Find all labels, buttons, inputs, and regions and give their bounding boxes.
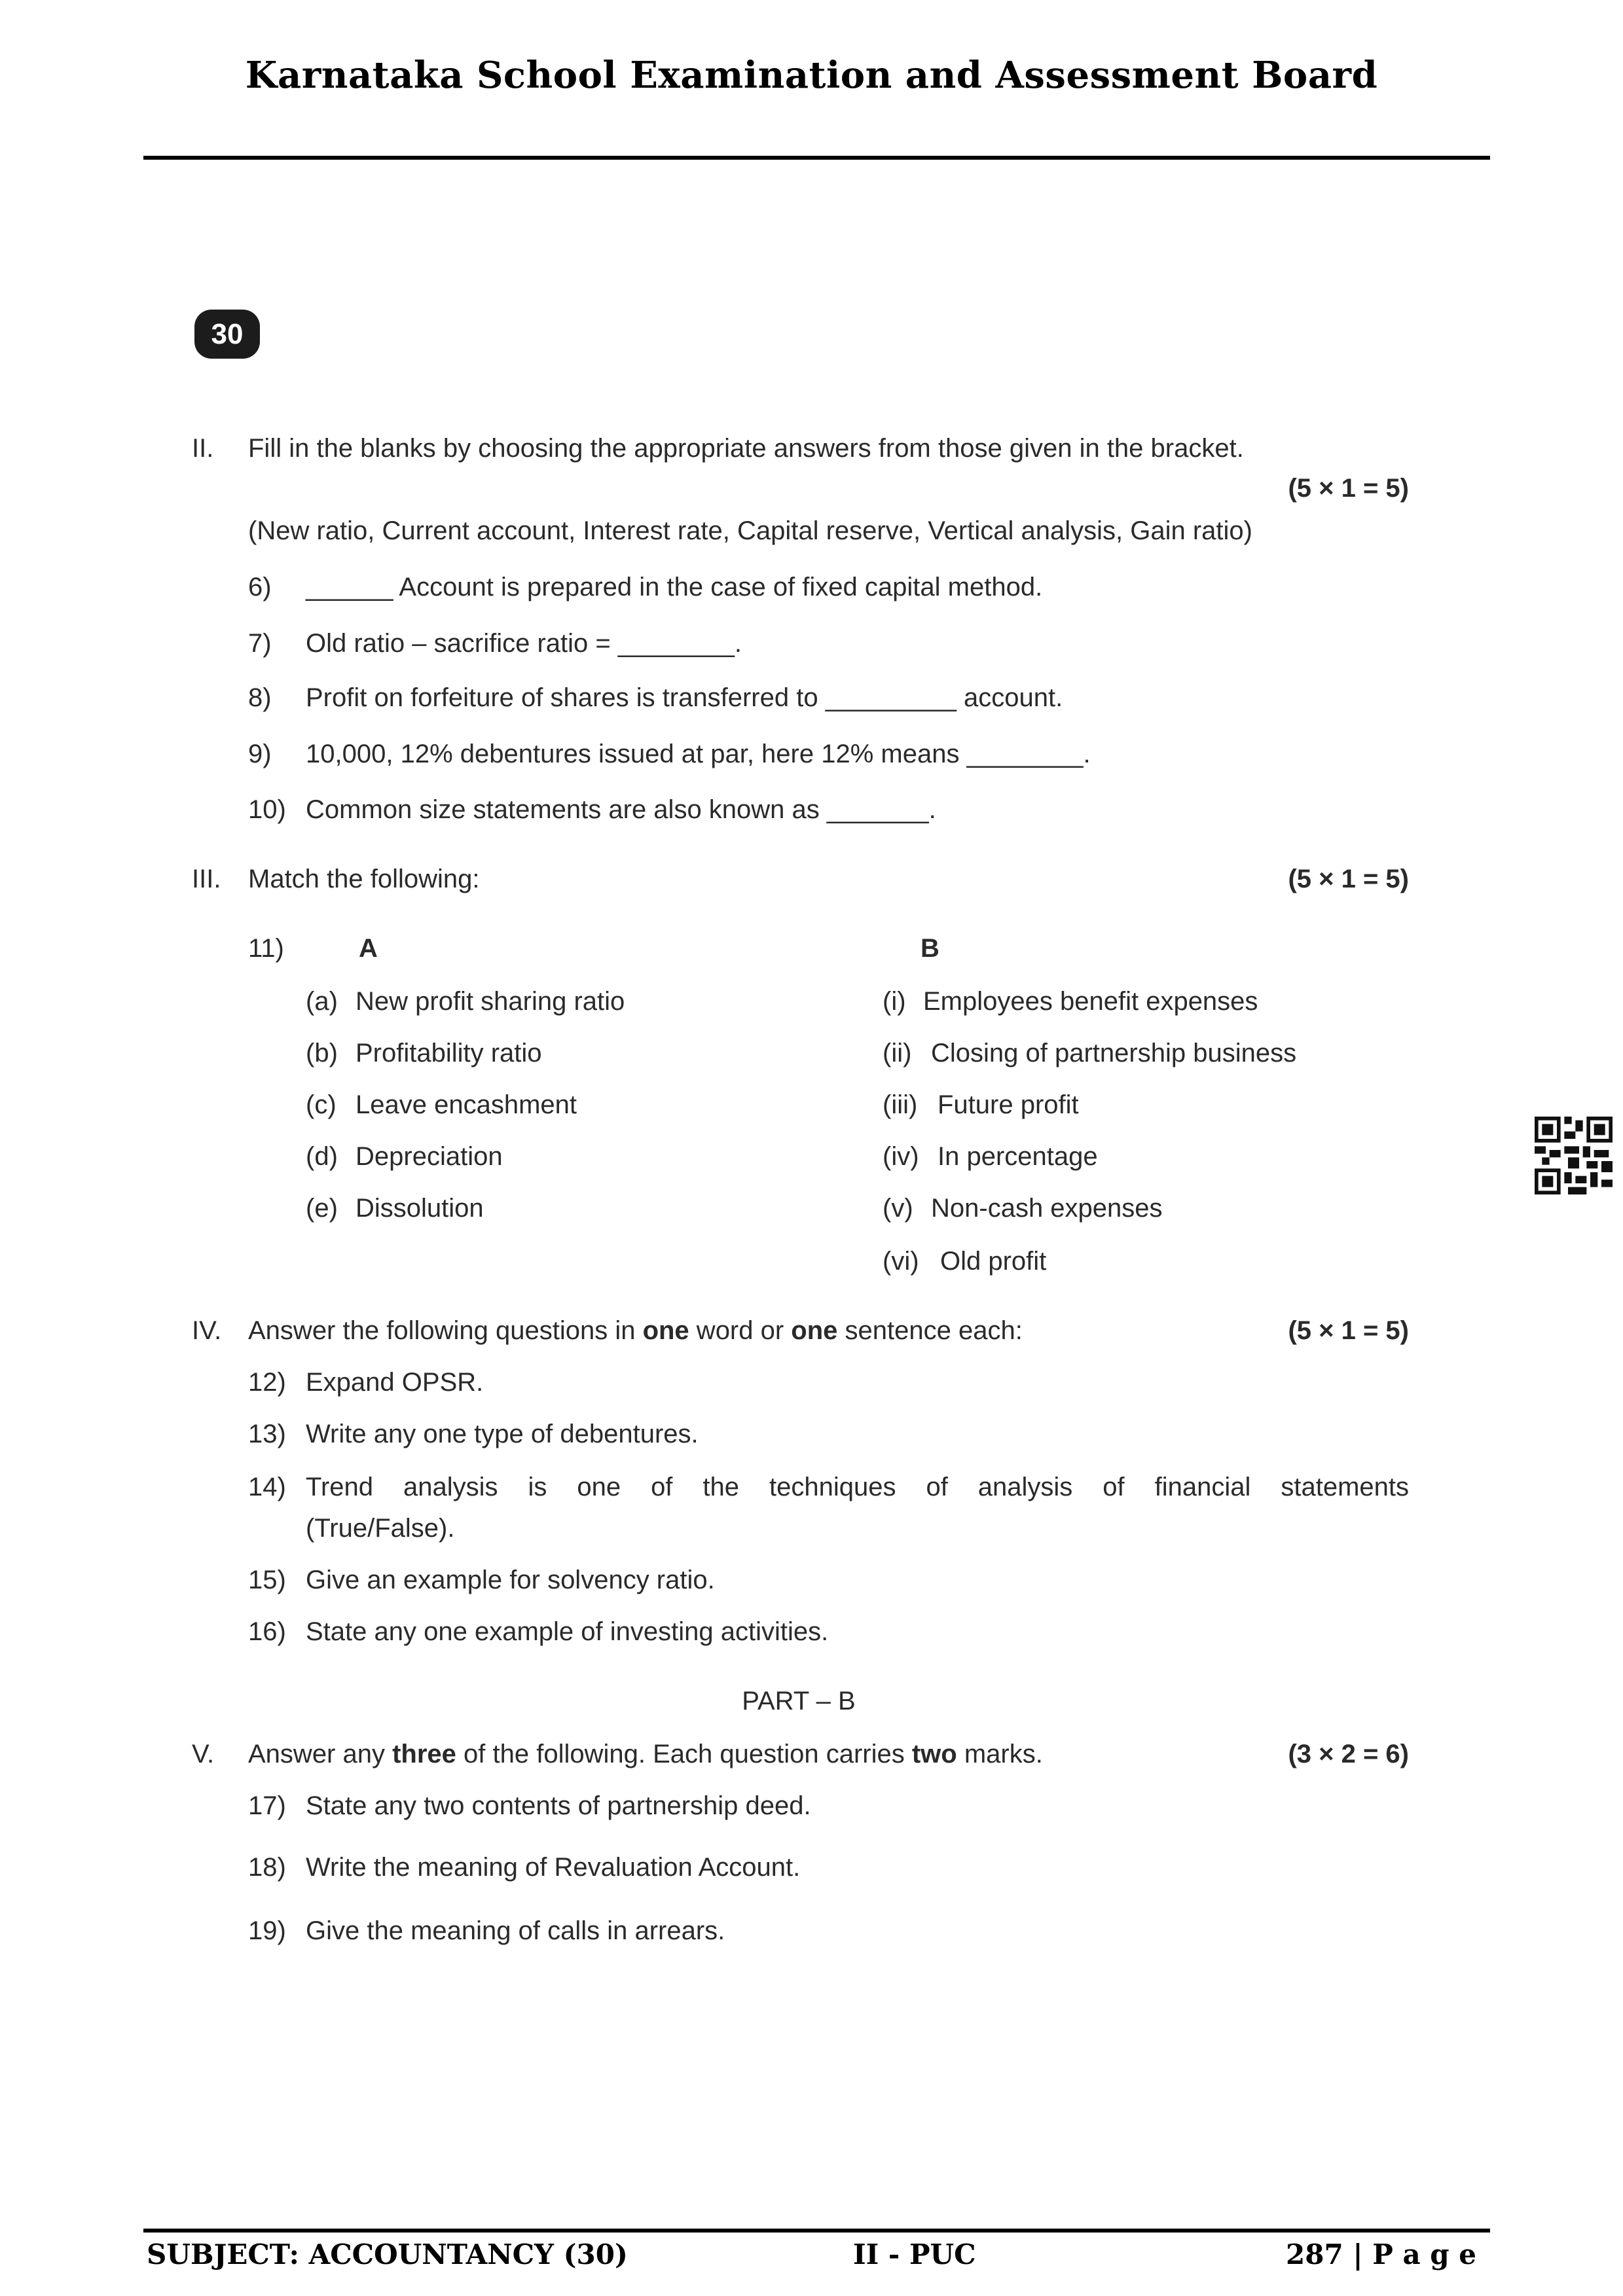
question-number: 8) bbox=[248, 683, 272, 712]
section-number: V. bbox=[192, 1740, 215, 1768]
match-b-item: Old profit bbox=[940, 1247, 1047, 1276]
question-text: Expand OPSR. bbox=[306, 1368, 484, 1397]
board-title: Karnataka School Examination and Assessment Board bbox=[245, 54, 1378, 97]
match-b-key: (i) bbox=[883, 987, 906, 1016]
title-emphasis: two bbox=[911, 1740, 957, 1768]
match-a-key: (a) bbox=[306, 987, 338, 1016]
question-text: Write any one type of debentures. bbox=[306, 1420, 699, 1448]
question-number: 19) bbox=[248, 1916, 286, 1945]
title-part: Answer the following questions in bbox=[248, 1316, 643, 1345]
footer-rule bbox=[143, 2229, 1490, 2233]
question-number: 12) bbox=[248, 1368, 286, 1397]
question-number: 9) bbox=[248, 740, 272, 768]
question-text: State any two contents of partnership deed. bbox=[306, 1791, 811, 1820]
question-text-continued: (True/False). bbox=[306, 1514, 455, 1543]
match-a-key: (e) bbox=[306, 1194, 338, 1223]
part-heading: PART – B bbox=[742, 1687, 856, 1715]
title-part: of the following. Each question carries bbox=[456, 1740, 912, 1768]
section-marks: (5 × 1 = 5) bbox=[1288, 865, 1409, 893]
match-a-item: Leave encashment bbox=[356, 1090, 577, 1119]
question-number: 10) bbox=[248, 795, 286, 824]
qr-code bbox=[1535, 1117, 1613, 1194]
match-a-item: Dissolution bbox=[356, 1194, 484, 1223]
question-number: 7) bbox=[248, 629, 272, 658]
match-b-key: (ii) bbox=[883, 1039, 912, 1067]
subject-code-badge: 30 bbox=[194, 310, 260, 359]
match-a-item: Profitability ratio bbox=[356, 1039, 542, 1067]
match-a-key: (d) bbox=[306, 1142, 338, 1171]
question-text: Give the meaning of calls in arrears. bbox=[306, 1916, 725, 1945]
question-text: Old ratio – sacrifice ratio = ________. bbox=[306, 629, 742, 658]
title-emphasis: one bbox=[791, 1316, 838, 1345]
question-number: 17) bbox=[248, 1791, 286, 1820]
question-text: Give an example for solvency ratio. bbox=[306, 1566, 715, 1594]
question-text: Write the meaning of Revaluation Account. bbox=[306, 1853, 801, 1882]
question-text: ______ Account is prepared in the case of fixed capital method. bbox=[306, 573, 1043, 601]
match-b-item: Future profit bbox=[938, 1090, 1079, 1119]
section-number: III. bbox=[192, 865, 221, 893]
question-text: 10,000, 12% debentures issued at par, here 12% means ________. bbox=[306, 740, 1091, 768]
question-text: State any one example of investing activities. bbox=[306, 1617, 829, 1646]
match-a-item: Depreciation bbox=[356, 1142, 503, 1171]
column-b-heading: B bbox=[921, 934, 939, 963]
match-a-key: (b) bbox=[306, 1039, 338, 1067]
section-title: Fill in the blanks by choosing the appropriate answers from those given in the bracket. bbox=[248, 434, 1244, 463]
question-number: 6) bbox=[248, 573, 272, 601]
section-title: Match the following: bbox=[248, 865, 480, 893]
footer-subject: SUBJECT: ACCOUNTANCY (30) bbox=[147, 2238, 628, 2270]
section-title bbox=[248, 1738, 1043, 1770]
match-b-item: Closing of partnership business bbox=[931, 1039, 1297, 1067]
match-b-item: Employees benefit expenses bbox=[923, 987, 1258, 1016]
question-number: 13) bbox=[248, 1420, 286, 1448]
section-number: II. bbox=[192, 434, 214, 463]
match-a-item: New profit sharing ratio bbox=[356, 987, 625, 1016]
answer-options: (New ratio, Current account, Interest rate, Capital reserve, Vertical analysis, Gain ratio) bbox=[248, 516, 1252, 545]
question-text: Common size statements are also known as _______. bbox=[306, 795, 936, 824]
title-part: word or bbox=[689, 1316, 792, 1345]
question-number: 18) bbox=[248, 1853, 286, 1882]
title-emphasis: one bbox=[642, 1316, 689, 1345]
match-b-item: In percentage bbox=[938, 1142, 1098, 1171]
match-b-key: (iv) bbox=[883, 1142, 919, 1171]
footer-page-number: 287 | P a g e bbox=[1286, 2238, 1476, 2270]
match-b-key: (v) bbox=[883, 1194, 913, 1223]
column-a-heading: A bbox=[359, 934, 378, 963]
question-text: Trend analysis is one of the techniques of analysis of financial statements bbox=[306, 1473, 1409, 1501]
question-number: 11) bbox=[248, 934, 284, 963]
section-marks: (5 × 1 = 5) bbox=[1288, 1316, 1409, 1345]
section-title bbox=[248, 1314, 1023, 1347]
footer-class: II - PUC bbox=[853, 2238, 976, 2270]
section-number: IV. bbox=[192, 1316, 222, 1345]
match-b-key: (iii) bbox=[883, 1090, 918, 1119]
section-marks: (5 × 1 = 5) bbox=[1288, 474, 1409, 503]
question-number: 14) bbox=[248, 1473, 286, 1501]
match-a-key: (c) bbox=[306, 1090, 337, 1119]
match-b-item: Non-cash expenses bbox=[931, 1194, 1163, 1223]
match-b-key: (vi) bbox=[883, 1247, 919, 1276]
title-part: Answer any bbox=[248, 1740, 393, 1768]
title-part: sentence each: bbox=[837, 1316, 1023, 1345]
question-number: 16) bbox=[248, 1617, 286, 1646]
title-part: marks. bbox=[957, 1740, 1043, 1768]
question-text: Profit on forfeiture of shares is transferred to _________ account. bbox=[306, 683, 1063, 712]
question-number: 15) bbox=[248, 1566, 286, 1594]
section-marks: (3 × 2 = 6) bbox=[1288, 1740, 1409, 1768]
title-emphasis: three bbox=[392, 1740, 456, 1768]
header-rule bbox=[143, 156, 1490, 160]
